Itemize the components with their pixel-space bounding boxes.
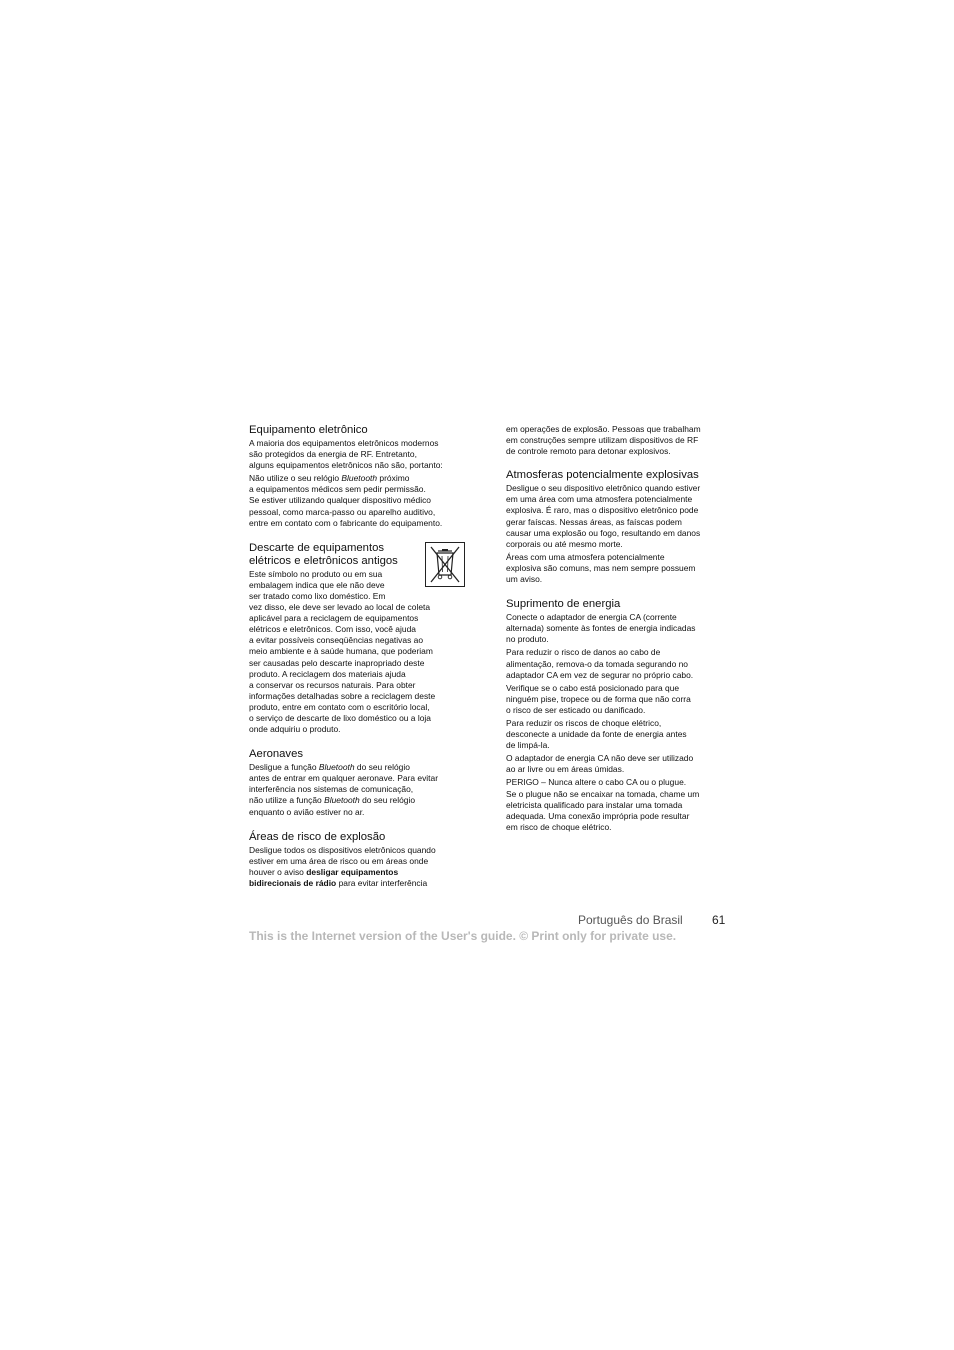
left-column — [249, 424, 471, 902]
section-power-supply — [506, 598, 728, 833]
section-blasting-areas — [249, 831, 471, 889]
paragraph: Desligue a função Bluetooth do seu relógio antes de entrar em qualquer aeronave. Para evitar interferência nos sistemas de comunicação, não utilize a função Bluetooth do seu relógio enquanto o avião estiver no ar. — [249, 762, 439, 817]
heading-disposal: Descarte de equipamentos elétricos e eletrônicos antigos — [249, 541, 398, 567]
weee-crossed-bin-icon — [428, 545, 462, 584]
internet-version-notice: This is the Internet version of the User's guide. © Print only for private use. — [249, 929, 677, 943]
paragraph: O adaptador de energia CA não deve ser utilizado ao ar livre ou em áreas úmidas. — [506, 753, 694, 775]
heading-power-supply: Suprimento de energia — [506, 598, 621, 611]
paragraph: em operações de explosão. Pessoas que trabalham em construções sempre utilizam dispositivos de RF de controle remoto para detonar explosivos. — [506, 424, 701, 457]
section-aircraft — [249, 748, 471, 817]
section-disposal — [249, 542, 471, 735]
weee-symbol — [425, 542, 465, 587]
paragraph: A maioria dos equipamentos eletrônicos modernos são protegidos da energia de RF. Entretanto, alguns equipamentos eletrônicos não são, portanto: — [249, 438, 443, 471]
paragraph: Para reduzir o risco de danos ao cabo de alimentação, remova-o da tomada segurando no adaptador CA em vez de segurar no próprio cabo. — [506, 647, 694, 680]
section-explosive-atmospheres — [506, 469, 728, 585]
paragraph: Este símbolo no produto ou em sua embalagem indica que ele não deve ser tratado como lixo doméstico. Em vez disso, ele deve ser levado ao local de coleta aplicável para a reciclagem de equipamentos elétricos e eletrônicos. Com isso, você ajuda a evitar possíveis conseqüências negativas ao meio ambiente e à saúde humana, que poderiam ser causadas pelo descarte inapropriado deste produto. A reciclagem dos materiais ajuda a conservar os recursos naturais. Para obter informações detalhadas sobre a reciclagem deste produto, entre em contato com o escritório local, o serviço de descarte de lixo doméstico ou a loja onde adquiriu o produto. — [249, 568, 436, 735]
heading-aircraft: Aeronaves — [249, 748, 304, 761]
paragraph: PERIGO – Nunca altere o cabo CA ou o plugue. Se o plugue não se encaixar na tomada, chame um eletricista qualificado para instalar uma tomada adequada. Uma conexão imprópria pode resultar em risco de choque elétrico. — [506, 777, 700, 832]
page-number: 61 — [712, 913, 726, 927]
footer-language: Português do Brasil — [578, 913, 683, 927]
paragraph: Desligue o seu dispositivo eletrônico quando estiver em uma área com uma atmosfera potencialmente explosiva. É raro, mas o dispositivo eletrônico pode gerar faíscas. Nessas áreas, as faíscas podem causar uma explosão ou fogo, resultando em danos corporais ou até mesmo morte. — [506, 483, 701, 549]
section-electronic-equipment — [249, 424, 471, 529]
paragraph: Para reduzir os riscos de choque elétrico, desconecte a unidade da fonte de energia antes de limpá-la. — [506, 717, 687, 751]
heading-explosive-atmospheres: Atmosferas potencialmente explosivas — [506, 469, 699, 482]
paragraph: Não utilize o seu relógio Bluetooth próximo a equipamentos médicos sem pedir permissão. Se estiver utilizando qualquer dispositivo médico pessoal, como marca-passo ou aparelho auditivo, entre em contato com o fabricante do equipamento. — [249, 473, 443, 528]
right-column — [506, 424, 728, 846]
paragraph: Desligue todos os dispositivos eletrônicos quando estiver em uma área de risco ou em áreas onde houver o aviso desligar equipamentos bidirecionais de rádio para evitar interferência — [249, 844, 436, 888]
section-blasting-continued — [506, 424, 728, 457]
heading-blasting-areas: Áreas de risco de explosão — [249, 830, 386, 843]
heading-electronic-equipment: Equipamento eletrônico — [249, 424, 368, 436]
paragraph: Conecte o adaptador de energia CA (corrente alternada) somente às fontes de energia indicadas no produto. — [506, 612, 696, 645]
paragraph: Verifique se o cabo está posicionado para que ninguém pise, tropece ou de forma que não corra o risco de ser esticado ou danificado. — [506, 682, 691, 715]
paragraph: Áreas com uma atmosfera potencialmente explosiva são comuns, mas nem sempre possuem um aviso. — [506, 551, 696, 585]
